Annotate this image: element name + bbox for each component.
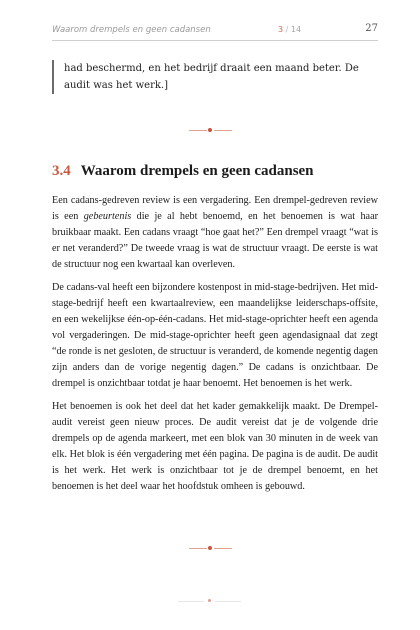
section-heading xyxy=(52,163,382,180)
section-indicator xyxy=(278,25,301,34)
paragraph-1 xyxy=(52,193,378,273)
divider-dot xyxy=(208,128,212,132)
section-number: 3.4 xyxy=(52,163,71,179)
footer-dot xyxy=(208,599,211,602)
section-title: Waarom drempels en geen cadansen xyxy=(80,163,314,179)
divider-line-left xyxy=(189,548,207,549)
section-total: 14 xyxy=(290,25,302,34)
paragraph-1-part-a: Een cadans-gedreven review is een vergadering. Een drempel-gedreven review is een xyxy=(52,195,378,222)
footer-line-left xyxy=(178,601,204,602)
body-text xyxy=(52,193,378,502)
running-title: Waarom drempels en geen cadansen xyxy=(52,25,211,35)
section-separator: / xyxy=(283,25,291,34)
running-header xyxy=(52,22,378,41)
divider-line-left xyxy=(189,130,207,131)
divider-line-right xyxy=(214,548,232,549)
paragraph-1-emphasis: gebeurtenis xyxy=(83,211,132,222)
page-number: 27 xyxy=(365,23,378,34)
paragraph-2: De cadans-val heeft een bijzondere kostenpost in mid-stage-bedrijven. Het mid-stage-bedrijf heeft een kwartaalreview, een maandelijkse leiderschaps-offsite, en een wekelijkse één-op-één-cadans. Het mid-stage-oprichter heeft een agenda vol vergaderingen. De mid-stage-oprichter heeft geen agendasignaal dat zegt “de ronde is net gesloten, de structuur is veranderd, de komende negentig dagen zijn anders dan de vorige negentig dagen.” De cadans is onzichtbaar. De drempel is onzichtbaar totdat je haar benoemt. Het benoemen is het werk. xyxy=(52,282,378,389)
footer-ornament xyxy=(0,597,420,607)
paragraph-3: Het benoemen is ook het deel dat het kader gemakkelijk maakt. De Drempel-audit vereist geen nieuw proces. De audit vereist dat je de volgende drie drempels op de agenda markeert, met een blok van 30 minuten in de week van elk. Het blok is één vergadering met één pagina. De pagina is de audit. De audit is het werk. Het werk is onzichtbaar tot je de drempel benoemt, en het benoemen is het deel waar het hoofdstuk omheen is gebouwd. xyxy=(52,401,378,492)
end-divider-ornament xyxy=(0,544,420,554)
quote-text: had beschermd, en het bedrijf draait een maand beter. De audit was het werk.] xyxy=(64,63,359,91)
section-current: 3 xyxy=(278,25,284,34)
divider-dot xyxy=(208,546,212,550)
block-quote xyxy=(52,60,382,94)
section-divider-ornament xyxy=(0,126,420,136)
paragraph-1-part-b: die je al hebt benoemd, en het benoemen is wat haar bruikbaar maakt. Een cadans vraagt “hoe gaat het?” Een drempel vraagt “wat is er net veranderd?” De tweede vraag is wat de structuur vraagt. De eerste is wat de structuur nog een kwartaal kan overleven. xyxy=(52,211,378,270)
divider-line-right xyxy=(214,130,232,131)
footer-line-right xyxy=(215,601,241,602)
